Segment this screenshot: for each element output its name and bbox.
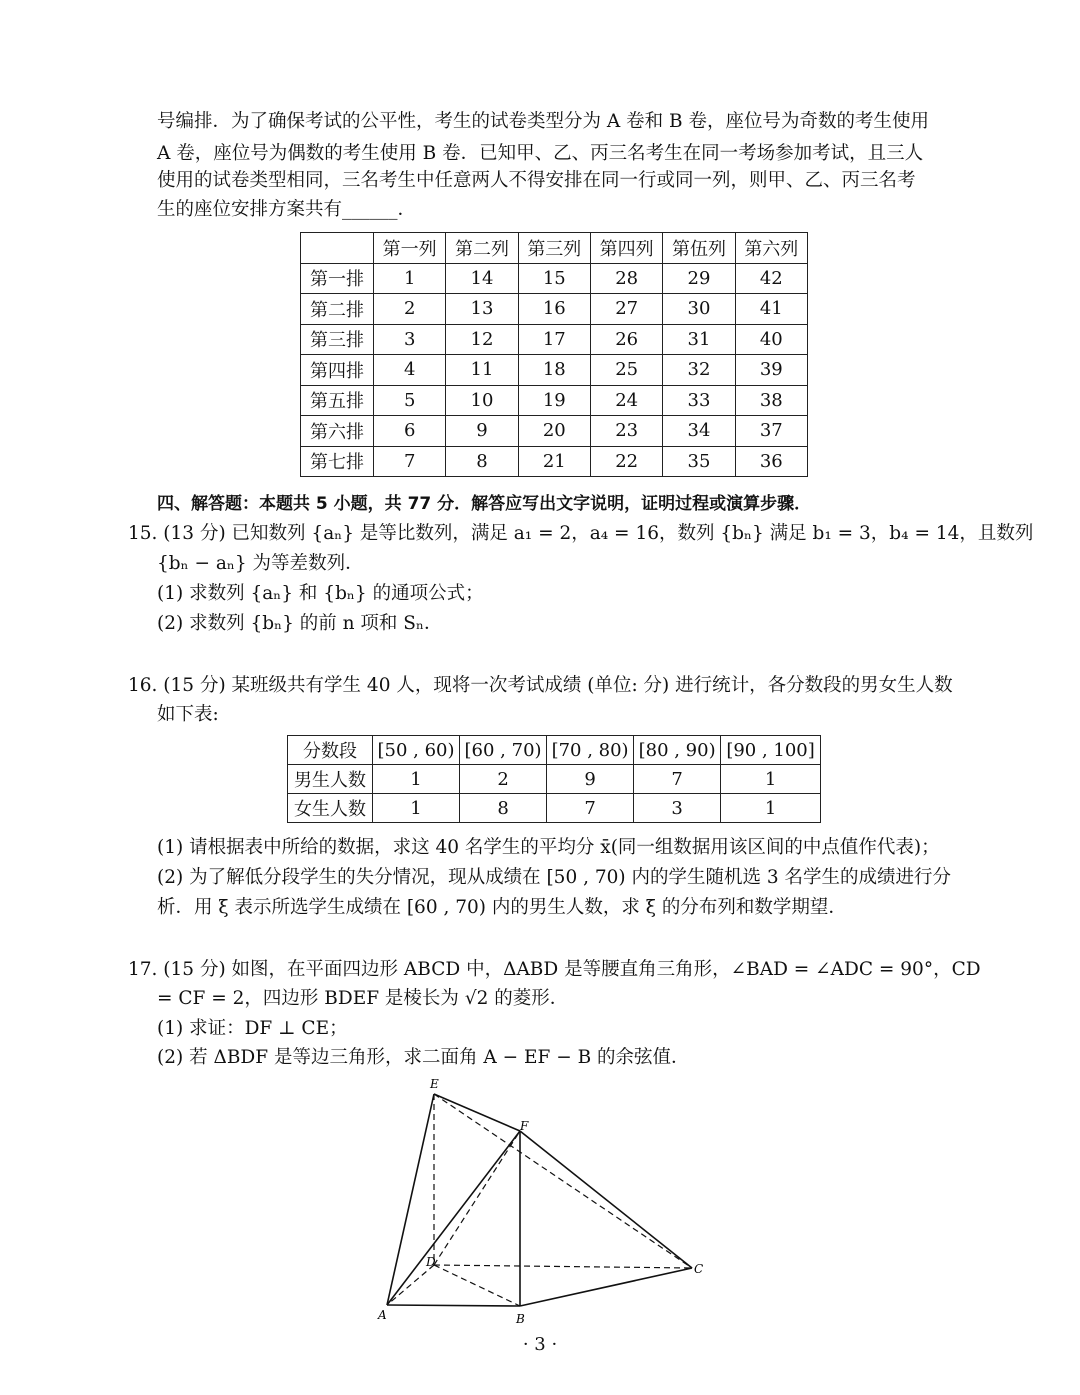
table-cell: 12 — [446, 324, 518, 355]
edge-EC — [434, 1094, 692, 1268]
intro-line-1: 号编排．为了确保考试的公平性，考生的试卷类型分为 A 卷和 B 卷，座位号为奇数的考生使用 — [157, 111, 929, 132]
table-cell: 1 — [721, 794, 821, 823]
table-cell: 男生人数 — [288, 765, 373, 794]
table-cell: 35 — [663, 446, 735, 477]
table-row — [301, 263, 808, 294]
table-cell: 5 — [374, 385, 446, 416]
q15-line-2: {bₙ − aₙ} 为等差数列． — [157, 553, 364, 574]
q16-line-1: 16. (15 分) 某班级共有学生 40 人，现将一次考试成绩 (单位: 分) 进行统计，各分数段的男女生人数 — [128, 675, 953, 696]
q15-line-1: 15. (13 分) 已知数列 {aₙ} 是等比数列，满足 a₁ = 2，a₄ = 16，数列 {bₙ} 满足 b₁ = 3，b₄ = 14，且数列 — [128, 523, 1034, 544]
edge-DB — [434, 1265, 520, 1306]
table-cell: 1 — [721, 765, 821, 794]
table-header-cell: [50 , 60) — [373, 736, 460, 765]
table-cell: 7 — [547, 794, 634, 823]
table-cell: 7 — [634, 765, 721, 794]
table-row — [301, 355, 808, 386]
edge-EF — [434, 1094, 520, 1131]
edge-AB — [387, 1305, 520, 1306]
label-B: B — [516, 1312, 525, 1326]
edge-BC — [520, 1268, 692, 1306]
table-header-cell — [301, 233, 374, 264]
table-cell: 第四排 — [301, 355, 374, 386]
table-cell: 1 — [374, 263, 446, 294]
table-cell: 6 — [374, 416, 446, 447]
table-row — [301, 446, 808, 477]
table-cell: 15 — [518, 263, 590, 294]
table-cell: 38 — [735, 385, 807, 416]
table-header-cell: [80 , 90) — [634, 736, 721, 765]
table-cell: 30 — [663, 294, 735, 325]
intro-line-2: A 卷，座位号为偶数的考生使用 B 卷．已知甲、乙、丙三名考生在同一考场参加考试，且三人 — [157, 143, 924, 164]
page-number: · 3 · — [522, 1334, 558, 1355]
table-row — [301, 385, 808, 416]
table-cell: 20 — [518, 416, 590, 447]
q17-line-1: 17. (15 分) 如图，在平面四边形 ABCD 中，ΔABD 是等腰直角三角形，∠BAD = ∠ADC = 90°，CD — [128, 959, 981, 980]
intro-line-3: 使用的试卷类型相同，三名考生中任意两人不得安排在同一行或同一列，则甲、乙、丙三名考 — [157, 170, 916, 191]
table-cell: 40 — [735, 324, 807, 355]
section-heading: 四、解答题：本题共 5 小题，共 77 分．解答应写出文字说明，证明过程或演算步骤． — [157, 494, 812, 514]
table-cell: 28 — [590, 263, 662, 294]
table-row — [301, 294, 808, 325]
table-row — [301, 416, 808, 447]
table-cell: 第二排 — [301, 294, 374, 325]
table-cell: 42 — [735, 263, 807, 294]
geometry-figure — [370, 1075, 720, 1330]
table-cell: 10 — [446, 385, 518, 416]
table-cell: 17 — [518, 324, 590, 355]
table-header-row — [301, 233, 808, 264]
table-cell: 第三排 — [301, 324, 374, 355]
q16-part-2-cont: 析．用 ξ 表示所选学生成绩在 [60 , 70) 内的男生人数，求 ξ 的分布列和数学期望． — [157, 897, 847, 918]
table-cell: 8 — [446, 446, 518, 477]
table-header-cell: 第三列 — [518, 233, 590, 264]
table-cell: 7 — [374, 446, 446, 477]
table-cell: 第五排 — [301, 385, 374, 416]
table-row — [288, 765, 821, 794]
edge-DC — [434, 1265, 692, 1268]
table-cell: 2 — [460, 765, 547, 794]
table-cell: 19 — [518, 385, 590, 416]
table-cell: 41 — [735, 294, 807, 325]
q17-line-4: (2) 若 ΔBDF 是等边三角形，求二面角 A − EF − B 的余弦值． — [157, 1047, 690, 1068]
table-cell: 8 — [460, 794, 547, 823]
table-header-cell: 分数段 — [288, 736, 373, 765]
table-header-cell: 第伍列 — [663, 233, 735, 264]
table-cell: 第七排 — [301, 446, 374, 477]
q17-line-3: (1) 求证：DF ⊥ CE； — [157, 1018, 348, 1039]
table-row — [288, 794, 821, 823]
label-C: C — [694, 1262, 704, 1276]
table-cell: 33 — [663, 385, 735, 416]
label-F: F — [520, 1119, 529, 1133]
table-header-cell: [90 , 100] — [721, 736, 821, 765]
q16-part-2: (2) 为了解低分段学生的失分情况，现从成绩在 [50 , 70) 内的学生随机选 3 名学生的成绩进行分 — [157, 867, 952, 888]
table-cell: 26 — [590, 324, 662, 355]
table-cell: 37 — [735, 416, 807, 447]
table-cell: 22 — [590, 446, 662, 477]
table-cell: 24 — [590, 385, 662, 416]
q17-line-2: = CF = 2，四边形 BDEF 是棱长为 √2 的菱形． — [157, 988, 569, 1009]
table-header-cell: [60 , 70) — [460, 736, 547, 765]
table-header-cell: 第四列 — [590, 233, 662, 264]
table-cell: 4 — [374, 355, 446, 386]
q16-line-2: 如下表: — [157, 704, 219, 725]
table-cell: 女生人数 — [288, 794, 373, 823]
label-A: A — [378, 1308, 387, 1322]
table-cell: 3 — [374, 324, 446, 355]
table-cell: 第一排 — [301, 263, 374, 294]
q16-part-1: (1) 请根据表中所给的数据，求这 40 名学生的平均分 x̄(同一组数据用该区间的中点值作代表)； — [157, 837, 940, 858]
table-cell: 32 — [663, 355, 735, 386]
table-cell: 14 — [446, 263, 518, 294]
q15-line-4: (2) 求数列 {bₙ} 的前 n 项和 Sₙ． — [157, 613, 443, 634]
table-cell: 36 — [735, 446, 807, 477]
table-cell: 1 — [373, 794, 460, 823]
table-cell: 21 — [518, 446, 590, 477]
table-row — [301, 324, 808, 355]
table-header-cell: 第六列 — [735, 233, 807, 264]
table-cell: 9 — [547, 765, 634, 794]
label-D: D — [426, 1255, 436, 1269]
q15-line-3: (1) 求数列 {aₙ} 和 {bₙ} 的通项公式； — [157, 583, 484, 604]
table-cell: 3 — [634, 794, 721, 823]
table-cell: 27 — [590, 294, 662, 325]
table-cell: 23 — [590, 416, 662, 447]
table-header-cell: 第二列 — [446, 233, 518, 264]
seat-table — [300, 232, 808, 477]
table-cell: 2 — [374, 294, 446, 325]
table-cell: 第六排 — [301, 416, 374, 447]
score-table — [287, 735, 821, 823]
table-cell: 39 — [735, 355, 807, 386]
table-cell: 9 — [446, 416, 518, 447]
table-header-cell: [70 , 80) — [547, 736, 634, 765]
table-cell: 11 — [446, 355, 518, 386]
table-cell: 25 — [590, 355, 662, 386]
table-cell: 18 — [518, 355, 590, 386]
intro-line-4: 生的座位安排方案共有______． — [157, 199, 417, 220]
table-cell: 16 — [518, 294, 590, 325]
table-cell: 1 — [373, 765, 460, 794]
table-cell: 13 — [446, 294, 518, 325]
table-cell: 34 — [663, 416, 735, 447]
table-cell: 29 — [663, 263, 735, 294]
table-header-cell: 第一列 — [374, 233, 446, 264]
edge-FC — [520, 1131, 692, 1268]
table-cell: 31 — [663, 324, 735, 355]
label-E: E — [430, 1077, 439, 1091]
table-header-row — [288, 736, 821, 765]
edge-DF — [434, 1131, 520, 1265]
